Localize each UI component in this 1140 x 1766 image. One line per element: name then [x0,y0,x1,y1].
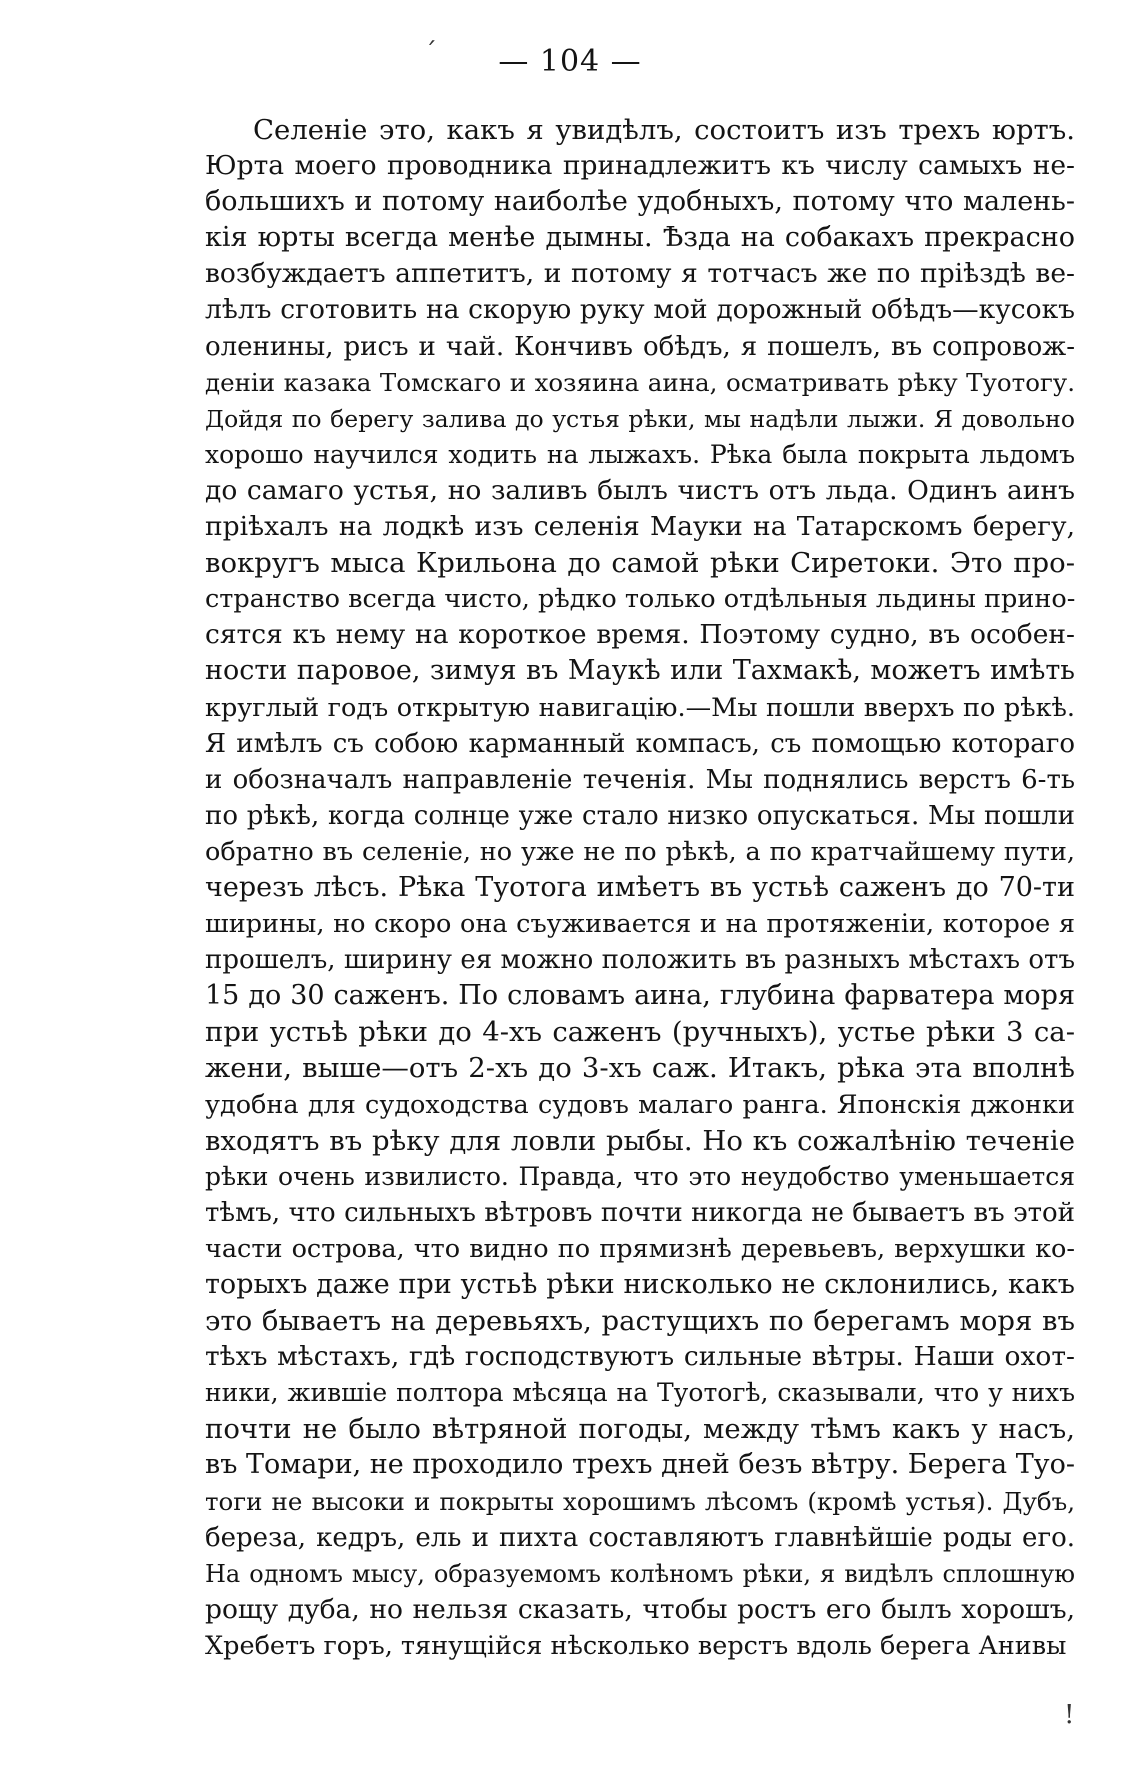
text-line: пріѣхалъ на лодкѣ изъ селенія Мауки на Татарскомъ берегу, [205,511,1075,543]
text-line: рощу дуба, но нельзя сказать, чтобы ростъ его былъ хорошъ, [205,1593,1075,1625]
text-line: входятъ въ рѣку для ловли рыбы. Но къ сожалѣнію теченіе [205,1124,1075,1157]
text-line: ширины, но скоро она съуживается и на протяженіи, которое я [205,909,1075,940]
text-line: кія юрты всегда менѣе дымны. Ѣзда на собакахъ прекрасно [205,222,1075,254]
text-line: большихъ и потому наиболѣе удобныхъ, потому что малень- [205,186,1075,218]
text-line: Дойдя по берегу залива до устья рѣки, мы надѣли лыжи. Я довольно [205,404,1075,433]
text-line: странство всегда чисто, рѣдко только отдѣльныя льдины прино- [205,584,1075,615]
text-line: береза, кедръ, ель и пихта составляютъ главнѣйшіе роды его. [205,1522,1075,1553]
text-line: Я имѣлъ съ собою карманный компасъ, съ помощью котораго [205,728,1075,759]
text-line: тѣмъ, что сильныхъ вѣтровъ почти никогда не бываетъ въ этой [205,1197,1075,1228]
text-line: при устьѣ рѣки до 4-хъ саженъ (ручныхъ), устье рѣки 3 са- [205,1016,1075,1049]
page-number: — 104 — [498,44,642,79]
text-line: 15 до 30 саженъ. По словамъ аина, глубина фарватера моря [205,980,1075,1012]
text-line: части острова, что видно по прямизнѣ деревьевъ, верхушки ко- [205,1233,1075,1264]
text-line: въ Томари, не проходило трехъ дней безъ вѣтру. Берега Туо- [205,1449,1075,1481]
text-line: тоги не высоки и покрыты хорошимъ лѣсомъ (кромѣ устья). Дубъ, [205,1486,1075,1516]
body-text [205,112,1075,1664]
print-mark-top: ˊ [424,38,437,68]
text-line: возбуждаетъ аппетитъ, и потому я тотчасъ же по пріѣздѣ ве- [205,258,1075,290]
text-line: Селеніе это, какъ я увидѣлъ, состоитъ изъ трехъ юртъ. [253,114,1075,146]
text-line: Юрта моего проводника принадлежитъ къ числу самыхъ не- [205,150,1075,182]
text-line: вокругъ мыса Крильона до самой рѣки Сиретоки. Это про- [205,547,1075,580]
text-line: по рѣкѣ, когда солнце уже стало низко опускаться. Мы пошли [205,800,1075,831]
text-line: лѣлъ сготовить на скорую руку мой дорожный обѣдъ—кусокъ [205,294,1075,326]
text-line: оленины, рисъ и чай. Кончивъ обѣдъ, я пошелъ, въ сопровож- [205,331,1075,362]
print-mark-bottom: ! [1064,1700,1075,1730]
text-line: деніи казака Томскаго и хозяина аина, осматривать рѣку Туотогу. [205,367,1075,397]
text-line: сятся къ нему на короткое время. Поэтому судно, въ особен- [205,619,1075,651]
text-line: почти не было вѣтряной погоды, между тѣмъ какъ у насъ, [205,1413,1075,1446]
text-line: Хребетъ горъ, тянущійся нѣсколько верстъ вдоль берега Анивы [205,1630,1067,1661]
text-line: черезъ лѣсъ. Рѣка Туотога имѣетъ въ устьѣ саженъ до 70-ти [205,871,1075,903]
text-line: удобна для судоходства судовъ малаго ранга. Японскія джонки [205,1089,1075,1120]
text-line: На одномъ мысу, образуемомъ колѣномъ рѣки, я видѣлъ сплошную [205,1559,1075,1588]
text-line: до самаго устья, но заливъ былъ чистъ отъ льда. Одинъ аинъ [205,474,1075,506]
text-line: ности паровое, зимуя въ Маукѣ или Тахмакѣ, можетъ имѣть [205,655,1075,687]
text-line: и обозначалъ направленіе теченія. Мы поднялись верстъ 6-ть [205,764,1075,795]
text-line: торыхъ даже при устьѣ рѣки нисколько не склонились, какъ [205,1269,1075,1300]
text-line: круглый годъ открытую навигацію.—Мы пошли вверхъ по рѣкѣ. [205,692,1075,723]
text-line: обратно въ селеніе, но уже не по рѣкѣ, а по кратчайшему пути, [205,836,1075,867]
text-line: это бываетъ на деревьяхъ, растущихъ по берегамъ моря въ [205,1305,1075,1338]
text-line: прошелъ, ширину ея можно положить въ разныхъ мѣстахъ отъ [205,945,1075,976]
text-line: тѣхъ мѣстахъ, гдѣ господствуютъ сильные вѣтры. Наши охот- [205,1341,1075,1373]
text-line: рѣки очень извилисто. Правда, что это неудобство уменьшается [205,1161,1075,1191]
text-line: ники, жившіе полтора мѣсяца на Туотогѣ, сказывали, что у нихъ [205,1378,1075,1408]
text-line: хорошо научился ходить на лыжахъ. Рѣка была покрыта льдомъ [205,439,1075,469]
text-line: жени, выше—отъ 2-хъ до 3-хъ саж. Итакъ, рѣка эта вполнѣ [205,1052,1075,1085]
